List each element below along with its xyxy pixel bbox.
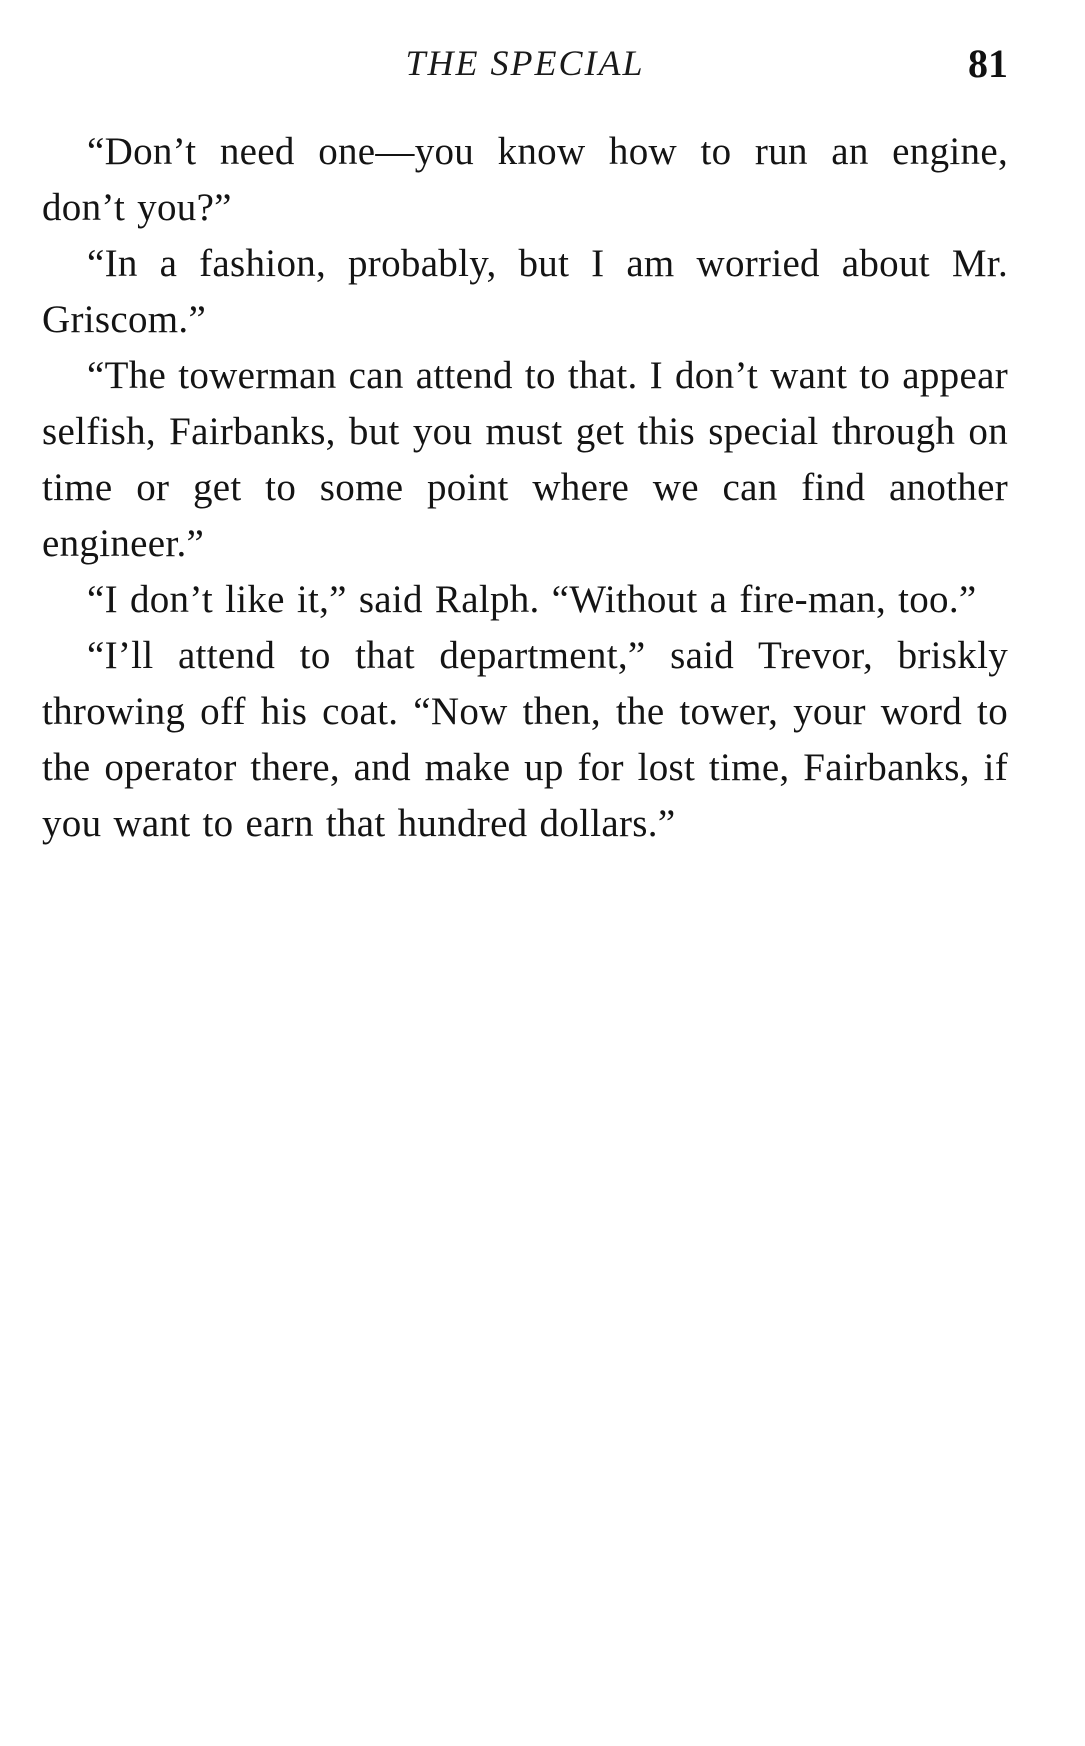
paragraph: “Don’t need one—you know how to run an engine, don’t you?”	[42, 130, 1008, 229]
paragraph: “I don’t like it,” said Ralph. “Without a fire-man, too.”	[87, 578, 977, 621]
paragraph: “The towerman can attend to that. I don’t want to appear selfish, Fairbanks, but you must get this special through on time or get to some point where we can find another engineer.”	[42, 354, 1008, 565]
page-number: 81	[968, 41, 1008, 86]
paragraph: “I’ll attend to that department,” said Trevor, briskly throwing off his coat. “Now then, the tower, your word to the operator there, and make up for lost time, Fairbanks, if you want to earn that hundred dollars.”	[42, 634, 1008, 845]
running-head: THE SPECIAL	[405, 43, 645, 83]
paragraph: “In a fashion, probably, but I am worried about Mr. Griscom.”	[42, 242, 1008, 341]
body-text	[42, 124, 1008, 852]
page-header	[42, 40, 1008, 90]
